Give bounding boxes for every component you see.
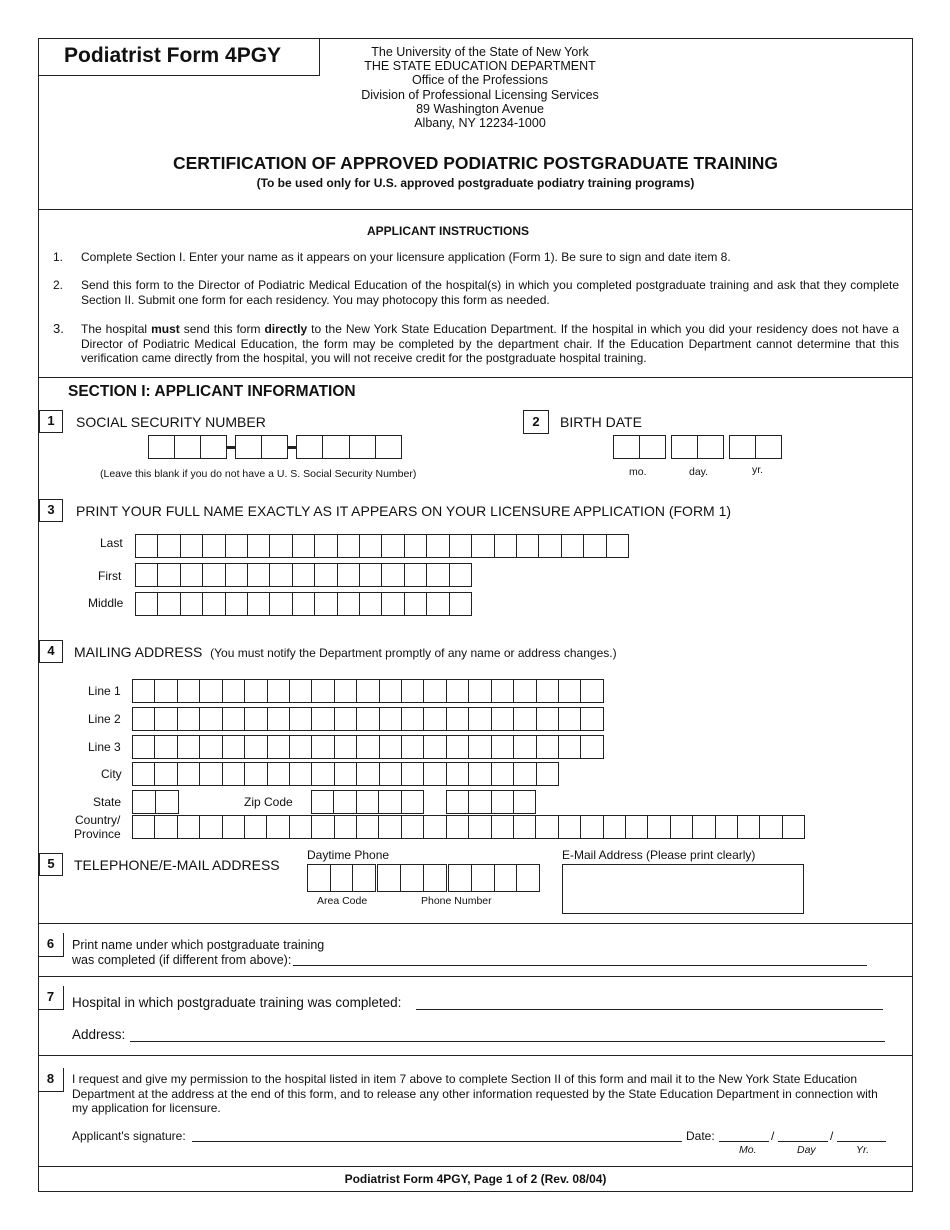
email-field[interactable] — [562, 864, 804, 914]
country-field[interactable] — [132, 815, 805, 839]
first-name-field[interactable] — [135, 563, 472, 587]
divider — [38, 1166, 913, 1167]
state-field[interactable] — [132, 790, 179, 814]
item-number-box: 6 — [38, 933, 64, 957]
hospital-address-label: Address: — [72, 1027, 126, 1042]
alt-name-label: Print name under which postgraduate training — [72, 938, 325, 952]
alt-name-field[interactable] — [293, 965, 867, 966]
agency-line: Albany, NY 12234-1000 — [414, 116, 546, 131]
agency-line: Office of the Professions — [412, 73, 548, 88]
date-separator: / — [830, 1129, 834, 1143]
middle-name-field[interactable] — [135, 592, 472, 616]
address-line1-field[interactable] — [132, 679, 604, 703]
area-code-caption: Area Code — [317, 895, 368, 907]
area-code-field[interactable] — [307, 864, 376, 892]
hospital-label: Hospital in which postgraduate training was completed: — [72, 995, 402, 1010]
date-month-field[interactable] — [719, 1141, 769, 1142]
agency-line: The University of the State of New York — [371, 45, 589, 59]
birth-month-field[interactable] — [613, 435, 666, 459]
last-name-label: Last — [100, 536, 123, 550]
ssn-note: (Leave this blank if you do not have a U. S. Social Security Number) — [100, 468, 417, 480]
ssn-area-field[interactable] — [148, 435, 227, 459]
year-caption: yr. — [752, 464, 764, 476]
ssn-dash — [288, 446, 296, 449]
ssn-group-field[interactable] — [235, 435, 288, 459]
middle-name-label: Middle — [88, 596, 124, 610]
country-label: Country/ — [75, 813, 121, 827]
birth-year-field[interactable] — [729, 435, 782, 459]
last-name-field[interactable] — [135, 534, 629, 558]
date-label: Date: — [686, 1129, 715, 1143]
address-line2-label: Line 2 — [88, 712, 121, 726]
address-line2-field[interactable] — [132, 707, 604, 731]
province-label: Province — [74, 827, 121, 841]
item-number-box: 4 — [39, 640, 63, 663]
alt-name-label: was completed (if different from above): — [72, 953, 292, 967]
city-field[interactable] — [132, 762, 559, 786]
form-subtitle: (To be used only for U.S. approved postgraduate podiatry training programs) — [256, 176, 695, 190]
instruction-text-part: to the New York State Education Department. If the hospital in which you did your residency does not have a Director of Podiatric Medical Education, the form may be completed by the department chair. If the Education Department cannot determine that this verification came directly from the hospital, you will not receive credit for the postgraduate hospital training. — [81, 322, 899, 365]
agency-line: 89 Washington Avenue — [416, 101, 544, 116]
instruction-number: 3. — [53, 321, 64, 336]
date-separator: / — [771, 1129, 775, 1143]
agency-line: THE STATE EDUCATION DEPARTMENT — [364, 59, 596, 74]
item-number-box: 5 — [39, 853, 63, 876]
month-caption: mo. — [629, 466, 647, 478]
item-number-box: 3 — [39, 499, 63, 522]
ssn-label: SOCIAL SECURITY NUMBER — [76, 414, 266, 430]
mailing-address-title: MAILING ADDRESS — [74, 644, 203, 660]
first-name-label: First — [98, 569, 122, 583]
mailing-address-label — [74, 644, 617, 660]
ssn-dash — [227, 446, 235, 449]
instruction-number: 2. — [53, 278, 64, 292]
date-month-caption: Mo. — [739, 1144, 757, 1156]
day-caption: day. — [689, 466, 709, 478]
instruction-text: Complete Section I. Enter your name as it appears on your licensure application (Form 1). Be sure to sign and date item 8. — [81, 250, 731, 264]
date-day-field[interactable] — [778, 1141, 828, 1142]
zip-label: Zip Code — [244, 795, 293, 809]
instruction-text: Send this form to the Director of Podiatric Medical Education of the hospital(s) in which you completed postgraduate training and ask that they complete Section II. Submit one form for each residency. You may photocopy this form as needed. — [81, 278, 899, 307]
agency-address — [320, 45, 640, 130]
instructions-heading-text: APPLICANT INSTRUCTIONS — [367, 224, 529, 238]
birth-date-label: BIRTH DATE — [560, 414, 642, 430]
divider — [38, 1055, 913, 1056]
divider — [38, 209, 913, 210]
divider — [38, 923, 913, 924]
form-title: CERTIFICATION OF APPROVED PODIATRIC POSTGRADUATE TRAINING — [172, 153, 779, 173]
address-line3-label: Line 3 — [88, 740, 121, 754]
page-footer: Podiatrist Form 4PGY, Page 1 of 2 (Rev. 08/04) — [344, 1172, 607, 1186]
address-line1-label: Line 1 — [88, 684, 121, 698]
ssn-serial-field[interactable] — [296, 435, 402, 459]
state-label: State — [93, 795, 122, 809]
form-id: Podiatrist Form 4PGY — [64, 44, 282, 67]
instruction-text — [81, 322, 899, 366]
phone-number-caption: Phone Number — [421, 895, 492, 907]
date-day-caption: Day — [797, 1144, 816, 1156]
section-title: SECTION I: APPLICANT INFORMATION — [68, 383, 356, 400]
date-year-caption: Yr. — [856, 1144, 870, 1156]
date-year-field[interactable] — [837, 1141, 886, 1142]
instruction-emphasis: must — [151, 322, 180, 336]
instruction-emphasis: directly — [264, 322, 308, 336]
item-number-box: 2 — [523, 410, 549, 434]
instruction-number: 1. — [53, 250, 64, 264]
telephone-email-label: TELEPHONE/E-MAIL ADDRESS — [74, 857, 280, 873]
full-name-label: PRINT YOUR FULL NAME EXACTLY AS IT APPEARS ON YOUR LICENSURE APPLICATION (FORM 1) — [76, 503, 732, 519]
authorization-text: I request and give my permission to the hospital listed in item 7 above to complete Section II of this form and mail it to the New York State Education Department at the address at the end of this form, and to release any other information requested by the State Education Department in connection with my application for licensure. — [72, 1072, 878, 1115]
divider — [38, 377, 913, 378]
instruction-text-part: send this form — [179, 322, 265, 336]
email-label: E-Mail Address (Please print clearly) — [562, 848, 756, 862]
city-label: City — [101, 767, 122, 781]
item-number-box: 7 — [38, 986, 64, 1010]
agency-line: Division of Professional Licensing Services — [361, 87, 599, 102]
address-line3-field[interactable] — [132, 735, 604, 759]
item-number-box: 1 — [39, 410, 63, 433]
divider — [38, 976, 913, 977]
item-number-box: 8 — [38, 1068, 64, 1092]
phone-prefix-field[interactable] — [377, 864, 447, 892]
signature-field[interactable] — [192, 1141, 682, 1142]
instruction-text-part: The hospital — [81, 322, 152, 336]
phone-line-field[interactable] — [448, 864, 540, 892]
hospital-field[interactable] — [416, 1009, 883, 1010]
birth-day-field[interactable] — [671, 435, 724, 459]
zip-field[interactable] — [311, 790, 424, 814]
zip-plus4-field[interactable] — [446, 790, 536, 814]
daytime-phone-label: Daytime Phone — [307, 848, 390, 862]
signature-label: Applicant's signature: — [72, 1129, 186, 1143]
hospital-address-field[interactable] — [130, 1041, 885, 1042]
mailing-address-note: (You must notify the Department promptly of any name or address changes.) — [210, 646, 617, 660]
